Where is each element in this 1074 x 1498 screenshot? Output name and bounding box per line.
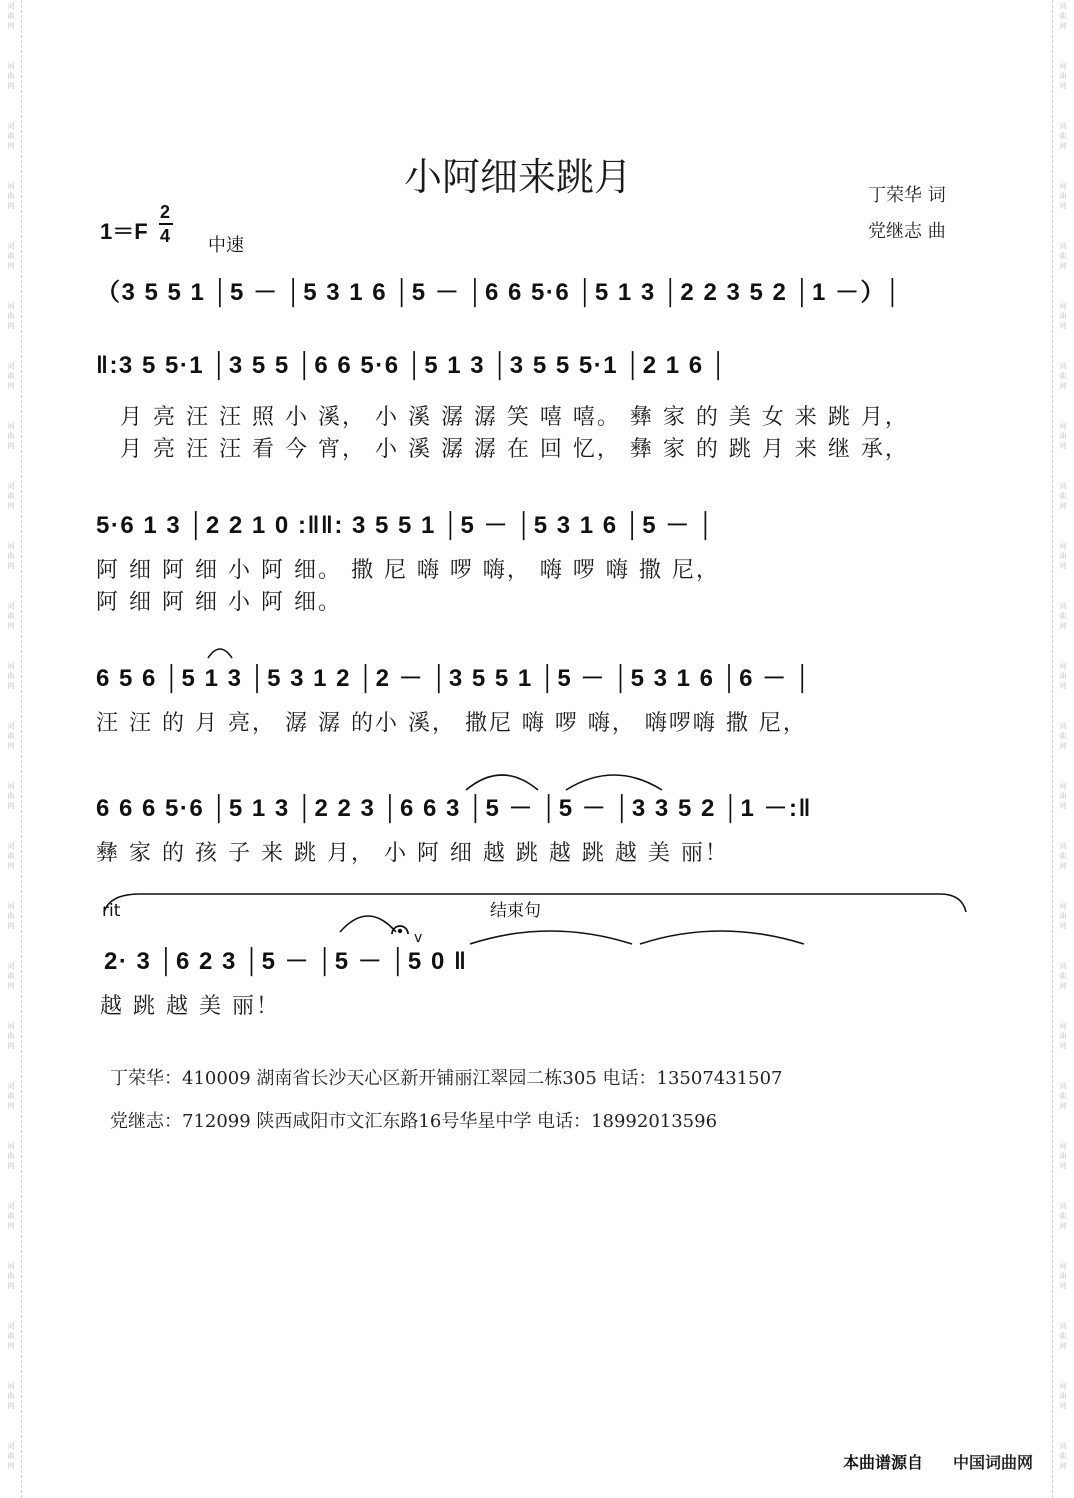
watermark-glyph: 曲 <box>1059 732 1067 740</box>
watermark-glyph: 词 <box>1059 902 1067 910</box>
watermark-glyph: 网 <box>1059 502 1067 510</box>
watermark-glyph: 网 <box>7 442 15 450</box>
watermark-glyph: 曲 <box>7 1032 15 1040</box>
watermark-glyph: 词 <box>7 122 15 130</box>
watermark-glyph: 网 <box>1059 1162 1067 1170</box>
watermark-glyph: 曲 <box>1059 72 1067 80</box>
watermark-glyph: 曲 <box>7 252 15 260</box>
watermark-glyph: 网 <box>1059 322 1067 330</box>
watermark-glyph: 词 <box>7 602 15 610</box>
lyric-line-2-verse-2: 月 亮 汪 汪 看 今 宵， 小 溪 潺 潺 在 回 忆， 彝 家 的 跳 月 来 继 承， <box>120 437 909 462</box>
watermark-glyph: 曲 <box>7 192 15 200</box>
watermark-glyph: 词 <box>1059 1082 1067 1090</box>
watermark-glyph: 词 <box>7 1142 15 1150</box>
watermark-glyph: 曲 <box>7 132 15 140</box>
watermark-glyph: 曲 <box>1059 132 1067 140</box>
watermark-glyph: 网 <box>1059 622 1067 630</box>
slur-5-5 <box>566 775 662 790</box>
notation-line-6: 2· 3 │6 2 3 │5 － │5 － │5 0 ‖ <box>104 948 468 975</box>
time-signature-top: 2 <box>160 202 171 222</box>
notation-line-2: ‖:3 5 5·1 │3 5 5 │6 6 5·6 │5 1 3 │3 5 5 5·1 │2 1 6 │ <box>96 352 729 379</box>
watermark-glyph: 网 <box>1059 202 1067 210</box>
watermark-glyph: 网 <box>1059 1222 1067 1230</box>
ending-phrase-label: 结束句 <box>490 901 541 921</box>
watermark-glyph: 词 <box>7 1082 15 1090</box>
watermark-glyph: 网 <box>7 802 15 810</box>
watermark-glyph: 曲 <box>7 432 15 440</box>
watermark-glyph: 词 <box>1059 842 1067 850</box>
watermark-glyph: 网 <box>1059 1042 1067 1050</box>
watermark-glyph: 网 <box>1059 1102 1067 1110</box>
watermark-glyph: 词 <box>7 722 15 730</box>
tie-5-5-a <box>470 931 632 944</box>
watermark-glyph: 网 <box>1059 1402 1067 1410</box>
watermark-glyph: 词 <box>7 842 15 850</box>
watermark-glyph: 网 <box>7 1402 15 1410</box>
lyric-line-4: 汪 汪 的 月 亮， 潺 潺 的小 溪， 撒尼 嗨 啰 嗨， 嗨啰嗨 撒 尼， <box>96 711 807 736</box>
fermata-dot <box>398 929 402 933</box>
lyric-line-3-verse-1: 阿 细 阿 细 小 阿 细。 撒 尼 嗨 啰 嗨， 嗨 啰 嗨 撒 尼， <box>96 558 720 583</box>
watermark-glyph: 曲 <box>1059 852 1067 860</box>
watermark-glyph: 曲 <box>1059 492 1067 500</box>
watermark-glyph: 词 <box>7 362 15 370</box>
notation-line-5: 6 6 6 5·6 │5 1 3 │2 2 3 │6 6 3 │5 － │5 － │3 3 5 2 │1 －:‖ <box>96 795 812 822</box>
watermark-glyph: 网 <box>7 862 15 870</box>
watermark-glyph: 曲 <box>1059 612 1067 620</box>
watermark-glyph: 词 <box>7 1382 15 1390</box>
watermark-glyph: 词 <box>1059 122 1067 130</box>
watermark-glyph: 词 <box>1059 62 1067 70</box>
watermark-glyph: 网 <box>7 1162 15 1170</box>
notation-line-1: （3 5 5 1 │5 － │5 3 1 6 │5 － │6 6 5·6 │5 1 3 │2 2 3 5 2 │1 －）│ <box>96 279 903 306</box>
notation-line-4: 6 5 6 │5 1 3 │5 3 1 2 │2 － │3 5 5 1 │5 － │5 3 1 6 │6 － │ <box>96 665 813 692</box>
contact-composer: 党继志：712099 陕西咸阳市文汇东路16号华星中学 电话：18992013596 <box>110 1111 718 1132</box>
watermark-glyph: 曲 <box>1059 432 1067 440</box>
watermark-glyph: 词 <box>1059 662 1067 670</box>
lyric-line-5: 彝 家 的 孩 子 来 跳 月， 小 阿 细 越 跳 越 跳 越 美 丽！ <box>96 841 729 866</box>
watermark-glyph: 词 <box>1059 722 1067 730</box>
composer-credit: 党继志 曲 <box>868 221 946 242</box>
watermark-glyph: 曲 <box>1059 1032 1067 1040</box>
watermark-glyph: 网 <box>1059 562 1067 570</box>
watermark-glyph: 网 <box>7 322 15 330</box>
watermark-glyph: 词 <box>7 662 15 670</box>
watermark-glyph: 网 <box>1059 742 1067 750</box>
notation-line-3: 5·6 1 3 │2 2 1 0 :‖‖: 3 5 5 1 │5 － │5 3 1 6 │5 － │ <box>96 512 716 539</box>
watermark-glyph: 网 <box>7 1342 15 1350</box>
watermark-glyph: 网 <box>1059 1342 1067 1350</box>
watermark-glyph: 网 <box>1059 982 1067 990</box>
time-signature-bottom: 4 <box>160 226 171 246</box>
watermark-glyph: 网 <box>7 1102 15 1110</box>
watermark-glyph: 曲 <box>7 552 15 560</box>
watermark-glyph: 词 <box>7 242 15 250</box>
watermark-glyph: 网 <box>7 682 15 690</box>
watermark-glyph: 网 <box>7 82 15 90</box>
watermark-glyph: 曲 <box>1059 1392 1067 1400</box>
watermark-glyph: 曲 <box>7 672 15 680</box>
watermark-glyph: 网 <box>7 382 15 390</box>
tempo-marking: 中速 <box>208 235 244 256</box>
watermark-glyph: 词 <box>7 1442 15 1450</box>
watermark-glyph: 曲 <box>1059 1212 1067 1220</box>
watermark-glyph: 词 <box>1059 182 1067 190</box>
watermark-glyph: 网 <box>1059 802 1067 810</box>
key-signature: 1＝F <box>100 219 148 244</box>
watermark-glyph: 曲 <box>7 1392 15 1400</box>
watermark-glyph: 词 <box>7 1322 15 1330</box>
watermark-glyph: 网 <box>1059 1282 1067 1290</box>
watermark-glyph: 网 <box>7 742 15 750</box>
watermark-glyph: 曲 <box>7 1332 15 1340</box>
watermark-glyph: 网 <box>1059 82 1067 90</box>
slur-513 <box>208 649 232 658</box>
watermark-glyph: 词 <box>1059 782 1067 790</box>
watermark-glyph: 网 <box>7 1222 15 1230</box>
watermark-glyph: 曲 <box>7 1212 15 1220</box>
watermark-glyph: 词 <box>1059 362 1067 370</box>
rit-bracket <box>104 894 966 912</box>
tie-5-5-b <box>640 931 804 944</box>
watermark-glyph: 曲 <box>1059 552 1067 560</box>
watermark-glyph: 曲 <box>1059 372 1067 380</box>
watermark-glyph: 曲 <box>7 1452 15 1460</box>
watermark-glyph: 网 <box>7 622 15 630</box>
watermark-glyph: 词 <box>7 1022 15 1030</box>
watermark-glyph: 曲 <box>7 1152 15 1160</box>
watermark-glyph: 网 <box>1059 22 1067 30</box>
watermark-glyph: 曲 <box>1059 1092 1067 1100</box>
watermark-glyph: 词 <box>7 902 15 910</box>
watermark-glyph: 曲 <box>7 1272 15 1280</box>
watermark-glyph: 曲 <box>7 1092 15 1100</box>
watermark-glyph: 曲 <box>1059 1272 1067 1280</box>
watermark-glyph: 网 <box>7 202 15 210</box>
source-label: 本曲谱源自 <box>843 1453 924 1472</box>
watermark-glyph: 词 <box>1059 1442 1067 1450</box>
watermark-glyph: 词 <box>1059 1322 1067 1330</box>
watermark-glyph: 网 <box>7 1282 15 1290</box>
watermark-glyph: 词 <box>7 482 15 490</box>
watermark-glyph: 词 <box>1059 542 1067 550</box>
watermark-glyph: 网 <box>7 502 15 510</box>
watermark-glyph: 曲 <box>1059 192 1067 200</box>
watermark-glyph: 曲 <box>1059 912 1067 920</box>
song-title: 小阿细来跳月 <box>404 155 633 199</box>
watermark-glyph: 曲 <box>1059 12 1067 20</box>
lyricist-credit: 丁荣华 词 <box>868 185 946 206</box>
watermark-glyph: 网 <box>7 22 15 30</box>
watermark-glyph: 曲 <box>1059 252 1067 260</box>
watermark-glyph: 网 <box>1059 1462 1067 1470</box>
lyric-line-6: 越 跳 越 美 丽！ <box>100 994 280 1019</box>
watermark-glyph: 网 <box>1059 862 1067 870</box>
watermark-glyph: 词 <box>1059 602 1067 610</box>
watermark-glyph: 词 <box>1059 1142 1067 1150</box>
slur-663 <box>466 775 538 790</box>
watermark-glyph: 词 <box>7 422 15 430</box>
contact-lyricist: 丁荣华：410009 湖南省长沙天心区新开铺丽江翠园二栋305 电话：13507431507 <box>110 1068 783 1089</box>
watermark-glyph: 词 <box>1059 422 1067 430</box>
watermark-glyph: 曲 <box>1059 972 1067 980</box>
watermark-glyph: 词 <box>1059 1022 1067 1030</box>
watermark-glyph: 曲 <box>7 372 15 380</box>
breath-mark: v <box>414 930 423 946</box>
watermark-glyph: 曲 <box>7 972 15 980</box>
watermark-glyph: 曲 <box>1059 792 1067 800</box>
watermark-glyph: 曲 <box>7 732 15 740</box>
lyric-line-2-verse-1: 月 亮 汪 汪 照 小 溪， 小 溪 潺 潺 笑 嘻 嘻。 彝 家 的 美 女 来 跳 月， <box>120 405 909 430</box>
watermark-glyph: 网 <box>1059 382 1067 390</box>
watermark-glyph: 曲 <box>7 612 15 620</box>
watermark-glyph: 网 <box>7 262 15 270</box>
watermark-glyph: 网 <box>7 1042 15 1050</box>
watermark-glyph: 网 <box>1059 442 1067 450</box>
watermark-glyph: 词 <box>7 542 15 550</box>
watermark-glyph: 词 <box>1059 962 1067 970</box>
watermark-glyph: 词 <box>7 1202 15 1210</box>
watermark-glyph: 曲 <box>1059 1332 1067 1340</box>
watermark-glyph: 曲 <box>1059 672 1067 680</box>
watermark-glyph: 词 <box>7 302 15 310</box>
watermark-glyph: 曲 <box>1059 1452 1067 1460</box>
slur-23 <box>340 916 396 932</box>
watermark-glyph: 词 <box>7 182 15 190</box>
ritardando-marking: rit <box>102 901 121 921</box>
watermark-glyph: 词 <box>1059 482 1067 490</box>
watermark-glyph: 网 <box>7 142 15 150</box>
watermark-glyph: 词 <box>1059 2 1067 10</box>
watermark-glyph: 网 <box>1059 682 1067 690</box>
watermark-glyph: 词 <box>7 1262 15 1270</box>
watermark-glyph: 曲 <box>7 72 15 80</box>
watermark-glyph: 词 <box>1059 242 1067 250</box>
watermark-glyph: 词 <box>1059 302 1067 310</box>
watermark-glyph: 网 <box>1059 142 1067 150</box>
watermark-glyph: 网 <box>7 922 15 930</box>
watermark-glyph: 词 <box>1059 1262 1067 1270</box>
watermark-glyph: 网 <box>7 562 15 570</box>
watermark-glyph: 曲 <box>7 312 15 320</box>
watermark-glyph: 曲 <box>7 492 15 500</box>
watermark-glyph: 曲 <box>1059 312 1067 320</box>
watermark-glyph: 网 <box>1059 262 1067 270</box>
watermark-glyph: 词 <box>7 2 15 10</box>
watermark-glyph: 词 <box>1059 1202 1067 1210</box>
watermark-glyph: 曲 <box>7 792 15 800</box>
watermark-glyph: 曲 <box>7 852 15 860</box>
watermark-glyph: 词 <box>1059 1382 1067 1390</box>
watermark-glyph: 词 <box>7 782 15 790</box>
watermark-glyph: 网 <box>1059 922 1067 930</box>
watermark-glyph: 曲 <box>7 12 15 20</box>
watermark-glyph: 网 <box>7 982 15 990</box>
watermark-glyph: 词 <box>7 62 15 70</box>
source-site-link[interactable]: 中国词曲网 <box>953 1453 1034 1472</box>
watermark-glyph: 网 <box>7 1462 15 1470</box>
watermark-glyph: 曲 <box>7 912 15 920</box>
lyric-line-3-verse-2: 阿 细 阿 细 小 阿 细。 <box>96 590 342 615</box>
watermark-glyph: 曲 <box>1059 1152 1067 1160</box>
watermark-glyph: 词 <box>7 962 15 970</box>
